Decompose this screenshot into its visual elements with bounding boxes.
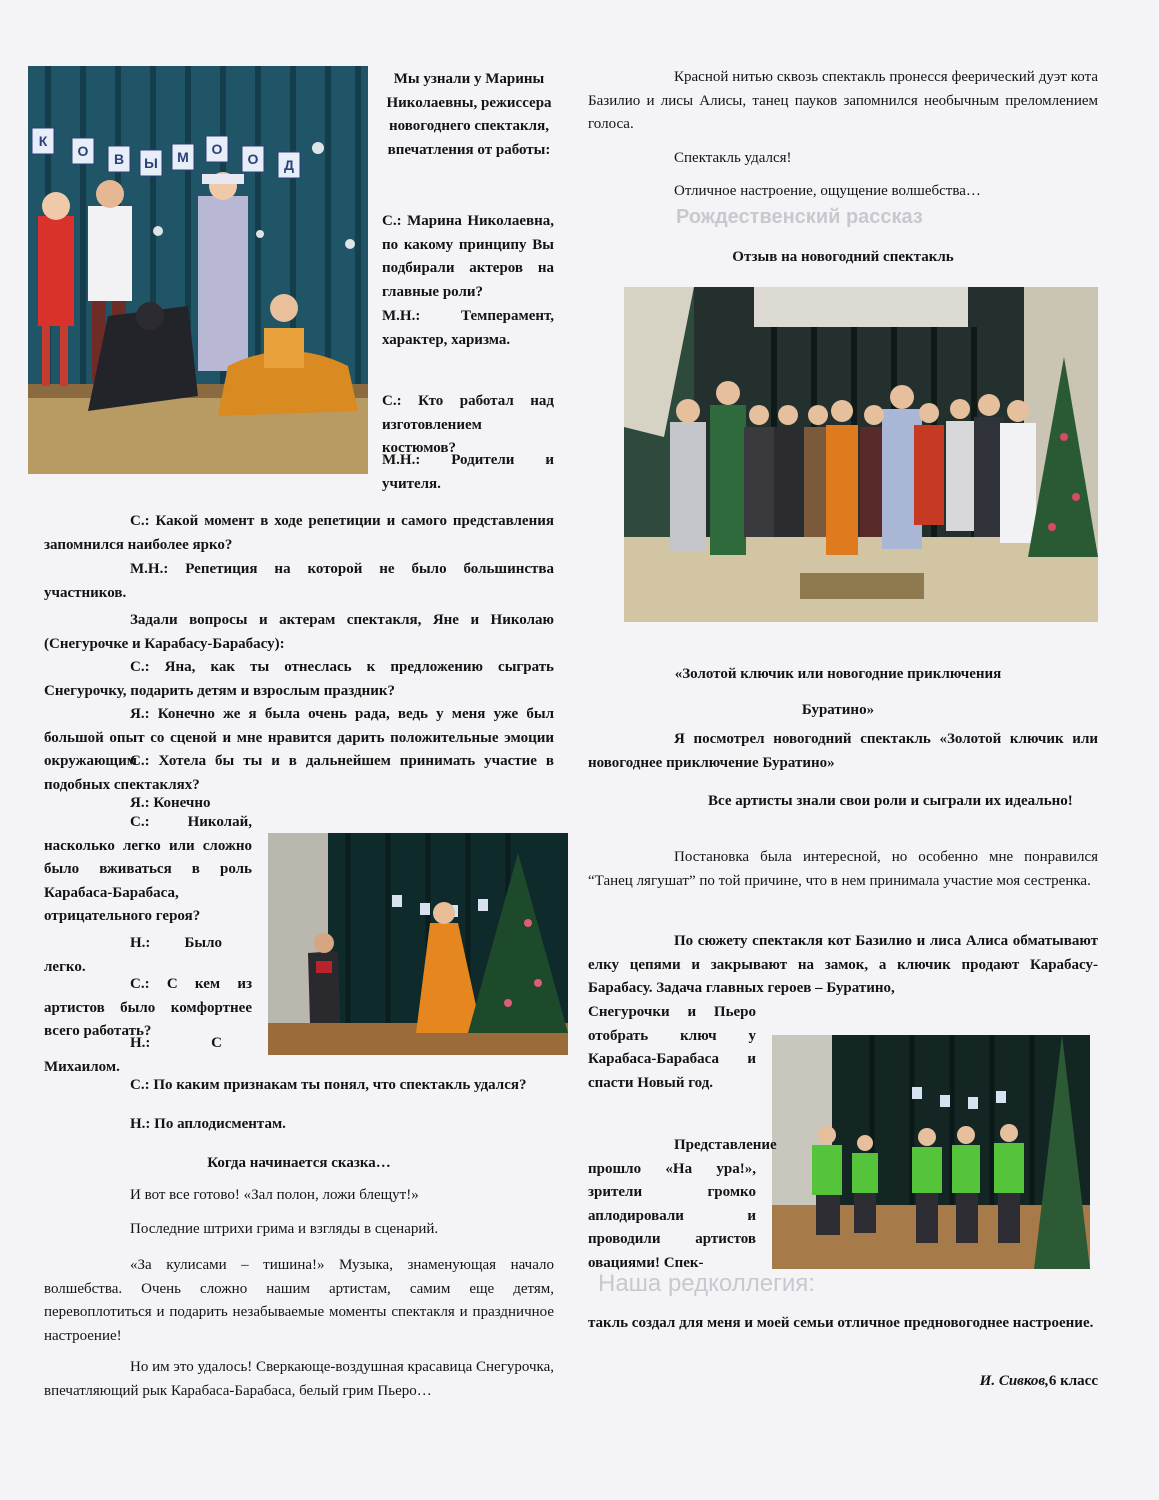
interview-answer-5: Я.: Конечно <box>130 795 211 811</box>
actors-intro: Задали вопросы и актерам спектакля, Яне и Николаю (Снегурочке и Карабасу-Барабасу): <box>44 612 554 652</box>
banner-letter: М <box>177 149 189 165</box>
review-paragraph-5: Представление прошло «На ура!», зрители громко аплодировали и проводили артистов овациями! Спек- <box>588 1137 777 1271</box>
bleed-through-heading-1: Рождественский рассказ <box>676 206 923 228</box>
banner-letter: В <box>113 151 125 167</box>
fairy-tale-paragraph-2: Последние штрихи грима и взгляды в сценарий. <box>130 1221 439 1237</box>
interview-answer-1: М.Н.: Темперамент, характер, харизма. <box>382 308 554 348</box>
interview-question-4: С.: Яна, как ты отнеслась к предложению сыграть Снегурочку, подарить детям и взрослым праздник? <box>44 659 554 699</box>
photo-snegurochka-karabas <box>268 833 568 1055</box>
banner-letter: Ы <box>144 155 158 171</box>
interview-question-8: С.: По каким признакам ты понял, что спектакль удался? <box>130 1077 527 1093</box>
interview-question-6: С.: Николай, насколько легко или сложно было вживаться в роль Карабаса-Барабаса, отрицательного героя? <box>44 814 252 925</box>
banner-letter: О <box>247 151 259 167</box>
signature-class: 6 класс <box>1048 1373 1098 1389</box>
interview-question-2: С.: Кто работал над изготовлением костюмов? <box>382 393 554 457</box>
review-heading: Отзыв на новогодний спектакль <box>732 249 954 265</box>
banner-letter: О <box>77 143 89 159</box>
fairy-tale-paragraph-1: И вот все готово! «Зал полон, ложи блещут!» <box>130 1187 419 1203</box>
review-paragraph-4a: По сюжету спектакля кот Базилио и лиса Алиса обматывают елку цепями и закрывают на замок, а ключик продают Карабасу-Барабасу. Задача главных героев – Буратино, <box>588 933 1098 997</box>
interview-answer-2: М.Н.: Родители и учителя. <box>382 452 554 492</box>
review-paragraph-4b: Снегурочки и Пьеро отобрать ключ у Карабаса-Барабаса и спасти Новый год. <box>588 1004 756 1091</box>
fairy-tale-paragraph-4: Но им это удалось! Сверкающе-воздушная красавица Снегурочка, впечатляющий рык Карабаса-Барабаса, белый грим Пьеро… <box>44 1359 554 1399</box>
interview-question-1: С.: Марина Николаевна, по какому принципу Вы подбирали актеров на главные роли? <box>382 213 554 300</box>
review-paragraph-2: Все артисты знали свои роли и сыграли их идеально! <box>708 793 1073 809</box>
fairy-tale-paragraph-7: Отличное настроение, ощущение волшебства… <box>674 183 981 199</box>
photo-stage-performance <box>28 66 368 474</box>
signature-name: И. Сивков, <box>979 1373 1049 1389</box>
fairy-tale-paragraph-5: Красной нитью сквозь спектакль пронесся феерический дуэт кота Базилио и лисы Алисы, танец пауков запомнился необычным преломлением голоса. <box>588 69 1098 133</box>
review-paragraph-3: Постановка была интересной, но особенно мне понравился “Танец лягушат” по той причине, что в нем принимала участие моя сестренка. <box>588 849 1098 889</box>
photo-frog-dance <box>772 1035 1090 1269</box>
interview-answer-6: Н.: Было легко. <box>44 935 222 975</box>
review-paragraph-6: такль создал для меня и моей семьи отличное предновогоднее настроение. <box>588 1315 1094 1331</box>
interview-question-7: С.: С кем из артистов было комфортнее всего работать? <box>44 976 252 1040</box>
review-signature <box>760 1370 1098 1394</box>
review-title: «Золотой ключик или новогодние приключения Буратино» <box>674 666 1002 718</box>
banner-letter: Д <box>284 157 294 173</box>
banner-letter: К <box>38 133 48 149</box>
interview-question-3: С.: Какой момент в ходе репетиции и самого представления запомнился наиболее ярко? <box>44 513 554 553</box>
interview-intro: Мы узнали у Марины Николаевны, режиссера новогоднего спектакля, впечатления от работы: <box>386 71 552 158</box>
interview-question-5: С.: Хотела бы ты и в дальнейшем принимать участие в подобных спектаклях? <box>44 753 554 793</box>
interview-answer-8: Н.: По аплодисментам. <box>130 1116 286 1132</box>
review-paragraph-1: Я посмотрел новогодний спектакль «Золотой ключик или новогоднее приключение Буратино» <box>588 731 1098 771</box>
fairy-tale-paragraph-3: «За кулисами – тишина!» Музыка, знаменующая начало волшебства. Очень сложно нашим артистам, самим еще детям, перевоплотиться и подарить незабываемые моменты спектакля и праздничное настроение! <box>44 1257 554 1344</box>
banner-letter: О <box>211 141 223 157</box>
interview-answer-4: Я.: Конечно же я была очень рада, ведь у меня уже был большой опыт со сценой и мне нравится дарить положительные эмоции окружающим <box>44 706 554 770</box>
interview-answer-7: Н.: С Михаилом. <box>44 1035 222 1075</box>
fairy-tale-paragraph-6: Спектакль удался! <box>674 150 792 166</box>
photo-cast-group <box>624 287 1098 622</box>
bleed-through-heading-2: Наша редколлегия: <box>598 1270 815 1297</box>
interview-answer-3: М.Н.: Репетиция на которой не было большинства участников. <box>44 561 554 601</box>
fairy-tale-heading: Когда начинается сказка… <box>207 1155 391 1171</box>
